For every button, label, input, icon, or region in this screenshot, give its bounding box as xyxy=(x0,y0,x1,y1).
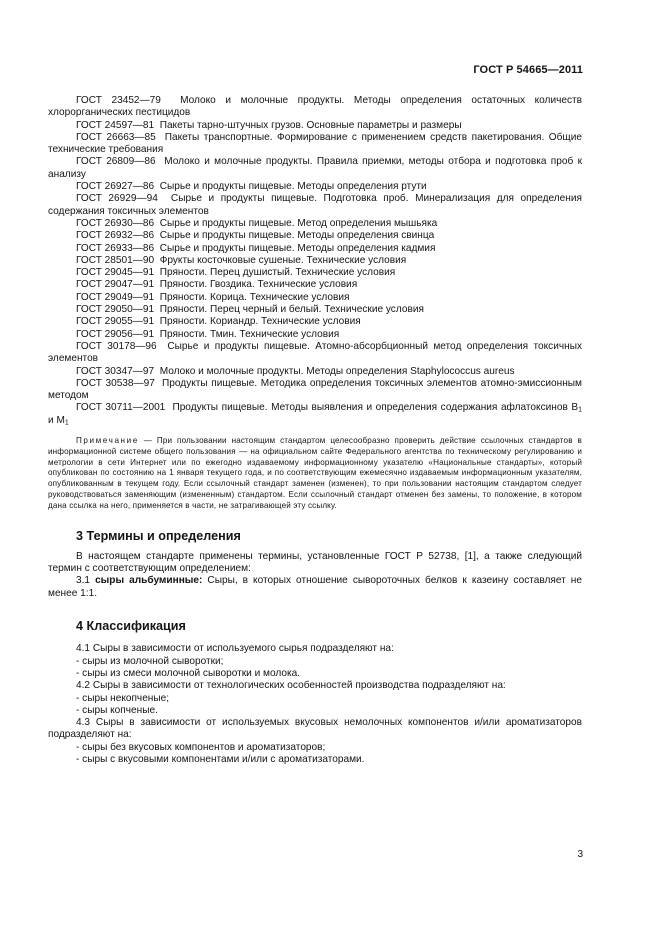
reference-code: ГОСТ 30178—96 xyxy=(76,340,157,352)
reference-item xyxy=(48,267,582,279)
reference-code: ГОСТ 26930—86 xyxy=(76,217,155,229)
clause-4-2: 4.2 Сыры в зависимости от технологических особенностей производства подразделяют на: xyxy=(76,680,506,692)
reference-code: ГОСТ 26927—86 xyxy=(76,181,155,193)
reference-item xyxy=(48,132,582,157)
section-4-body xyxy=(48,643,582,766)
term-number: 3.1 xyxy=(76,575,96,587)
reference-title: Пряности. Гвоздика. Технические условия xyxy=(159,279,358,291)
clause-4-3: 4.3 Сыры в зависимости от используемых вкусовых немолочных компонентов и/или ароматизаторов подразделяют на: xyxy=(48,717,582,741)
reference-title: Пряности. Тмин. Технические условия xyxy=(159,328,340,340)
reference-code: ГОСТ 26932—86 xyxy=(76,230,155,242)
note-label: Примечание xyxy=(76,436,139,446)
reference-code: ГОСТ 30538—97 xyxy=(76,377,155,389)
reference-title: Продукты пищевые. Методы выявления и определения содержания афлатоксинов B xyxy=(172,402,579,414)
reference-title: Пряности. Корица. Технические условия xyxy=(159,291,350,303)
section-4-title: 4 Классификация xyxy=(76,619,186,634)
reference-title: Продукты пищевые. Методика определения токсичных элементов атомно-эмиссионным методом xyxy=(48,377,582,402)
subscript: 1 xyxy=(64,419,69,427)
reference-title: Сырье и продукты пищевые. Методы определения ртути xyxy=(159,181,427,193)
reference-item xyxy=(48,95,582,120)
list-item: - сыры с вкусовыми компонентами и/или с ароматизаторами. xyxy=(76,754,365,766)
reference-item xyxy=(48,292,582,304)
reference-title: Пакеты тарно-штучных грузов. Основные параметры и размеры xyxy=(159,119,462,131)
reference-title-continued: и M xyxy=(48,414,65,426)
reference-title: Молоко и молочные продукты. Правила приемки, методы отбора и подготовка проб к анализу xyxy=(48,156,582,180)
reference-item xyxy=(48,181,582,193)
section-3-intro: В настоящем стандарте применены термины, установленные ГОСТ Р 52738, [1], а также следующий термин с соответствующим определением: xyxy=(48,550,582,575)
reference-title: Сырье и продукты пищевые. Методы определения кадмия xyxy=(159,242,436,254)
list-item: - сыры некопченые; xyxy=(76,692,170,704)
term-name: сыры альбуминные: xyxy=(95,575,203,587)
clause-4-1: 4.1 Сыры в зависимости от используемого сырья подразделяют на: xyxy=(76,643,394,655)
list-item: - сыры без вкусовых компонентов и ароматизаторов; xyxy=(76,741,326,753)
reference-title: Пакеты транспортные. Формирование с применением средств пакетирования. Общие технические требования xyxy=(48,131,582,156)
reference-code: ГОСТ 29047—91 xyxy=(76,279,155,291)
reference-code: ГОСТ 30711—2001 xyxy=(76,402,166,414)
reference-code: ГОСТ 23452—79 xyxy=(76,95,161,106)
reference-item xyxy=(48,366,582,378)
reference-code: ГОСТ 29049—91 xyxy=(76,291,155,303)
reference-title: Молоко и молочные продукты. Методы определения Staphylococcus aureus xyxy=(159,365,515,377)
reference-title: Пряности. Кориандр. Технические условия xyxy=(159,316,361,328)
reference-title: Молоко и молочные продукты. Методы определения остаточных количеств хлорорганических пестицидов xyxy=(48,95,582,119)
reference-code: ГОСТ 28501—90 xyxy=(76,254,155,266)
subscript: 1 xyxy=(578,406,583,414)
reference-title: Сырье и продукты пищевые. Подготовка проб. Минерализация для определения содержания токсичных элементов xyxy=(48,193,582,217)
reference-item xyxy=(48,316,582,328)
section-3-body xyxy=(48,551,582,600)
page-number: 3 xyxy=(577,849,583,860)
note-paragraph xyxy=(48,436,582,512)
document-number-header: ГОСТ Р 54665—2011 xyxy=(473,64,583,76)
reference-item xyxy=(48,341,582,366)
term-definition xyxy=(48,575,582,600)
reference-item xyxy=(48,120,582,132)
reference-item xyxy=(48,402,582,427)
reference-code: ГОСТ 29055—91 xyxy=(76,316,155,328)
term-definition-text: Сыры, в которых отношение сывороточных белков к казеину составляет не менее 1:1. xyxy=(48,575,582,599)
list-item: - сыры из смеси молочной сыворотки и молока. xyxy=(76,667,301,679)
reference-title: Сырье и продукты пищевые. Методы определения свинца xyxy=(159,230,435,242)
reference-item xyxy=(48,329,582,341)
reference-item xyxy=(48,230,582,242)
reference-code: ГОСТ 24597—81 xyxy=(76,119,155,131)
references-list xyxy=(48,95,582,402)
reference-code: ГОСТ 29050—91 xyxy=(76,304,155,316)
reference-item xyxy=(48,304,582,316)
reference-code: ГОСТ 26663—85 xyxy=(76,131,156,143)
reference-item xyxy=(48,378,582,403)
reference-title: Пряности. Перец душистый. Технические условия xyxy=(159,267,396,279)
list-item: - сыры из молочной сыворотки; xyxy=(76,655,224,667)
reference-title: Сырье и продукты пищевые. Атомно-абсорбционный метод определения токсичных элементов xyxy=(48,340,582,365)
reference-code: ГОСТ 26929—94 xyxy=(76,193,158,205)
reference-item xyxy=(48,255,582,267)
reference-item xyxy=(48,193,582,218)
reference-title: Сырье и продукты пищевые. Метод определения мышьяка xyxy=(159,217,438,229)
reference-title: Фрукты косточковые сушеные. Технические условия xyxy=(159,254,407,266)
page-content xyxy=(48,95,582,766)
reference-code: ГОСТ 26809—86 xyxy=(76,156,156,168)
reference-item xyxy=(48,243,582,255)
reference-code: ГОСТ 29045—91 xyxy=(76,267,155,279)
reference-item xyxy=(48,156,582,181)
note-text: — При пользовании настоящим стандартом целесообразно проверить действие ссылочных стандартов в информационной системе общего пользования — на официальном сайте Федерального агентства по техническому регулированию и метрологии в сети Интернет или по ежегодно издаваемому информационному указателю «Национальные стандарты», который опубликован по состоянию на 1 января текущего года, и по соответствующим ежемесячно издаваемым информационным указателям, опубликованным в текущем году. Если ссылочный стандарт заменен (изменен), то при пользовании настоящим стандартом следует руководствоваться заменяющим (измененным) стандартом. Если ссылочный стандарт отменен без замены, то положение, в котором дана ссылка на него, применяется в части, не затрагивающей эту ссылку. xyxy=(48,436,582,510)
reference-code: ГОСТ 30347—97 xyxy=(76,365,155,377)
reference-item xyxy=(48,218,582,230)
list-item: - сыры копченые. xyxy=(76,704,158,716)
section-3-title: 3 Термины и определения xyxy=(76,528,241,543)
reference-code: ГОСТ 29056—91 xyxy=(76,328,155,340)
reference-code: ГОСТ 26933—86 xyxy=(76,242,155,254)
reference-item xyxy=(48,279,582,291)
reference-title: Пряности. Перец черный и белый. Технические условия xyxy=(159,304,424,316)
